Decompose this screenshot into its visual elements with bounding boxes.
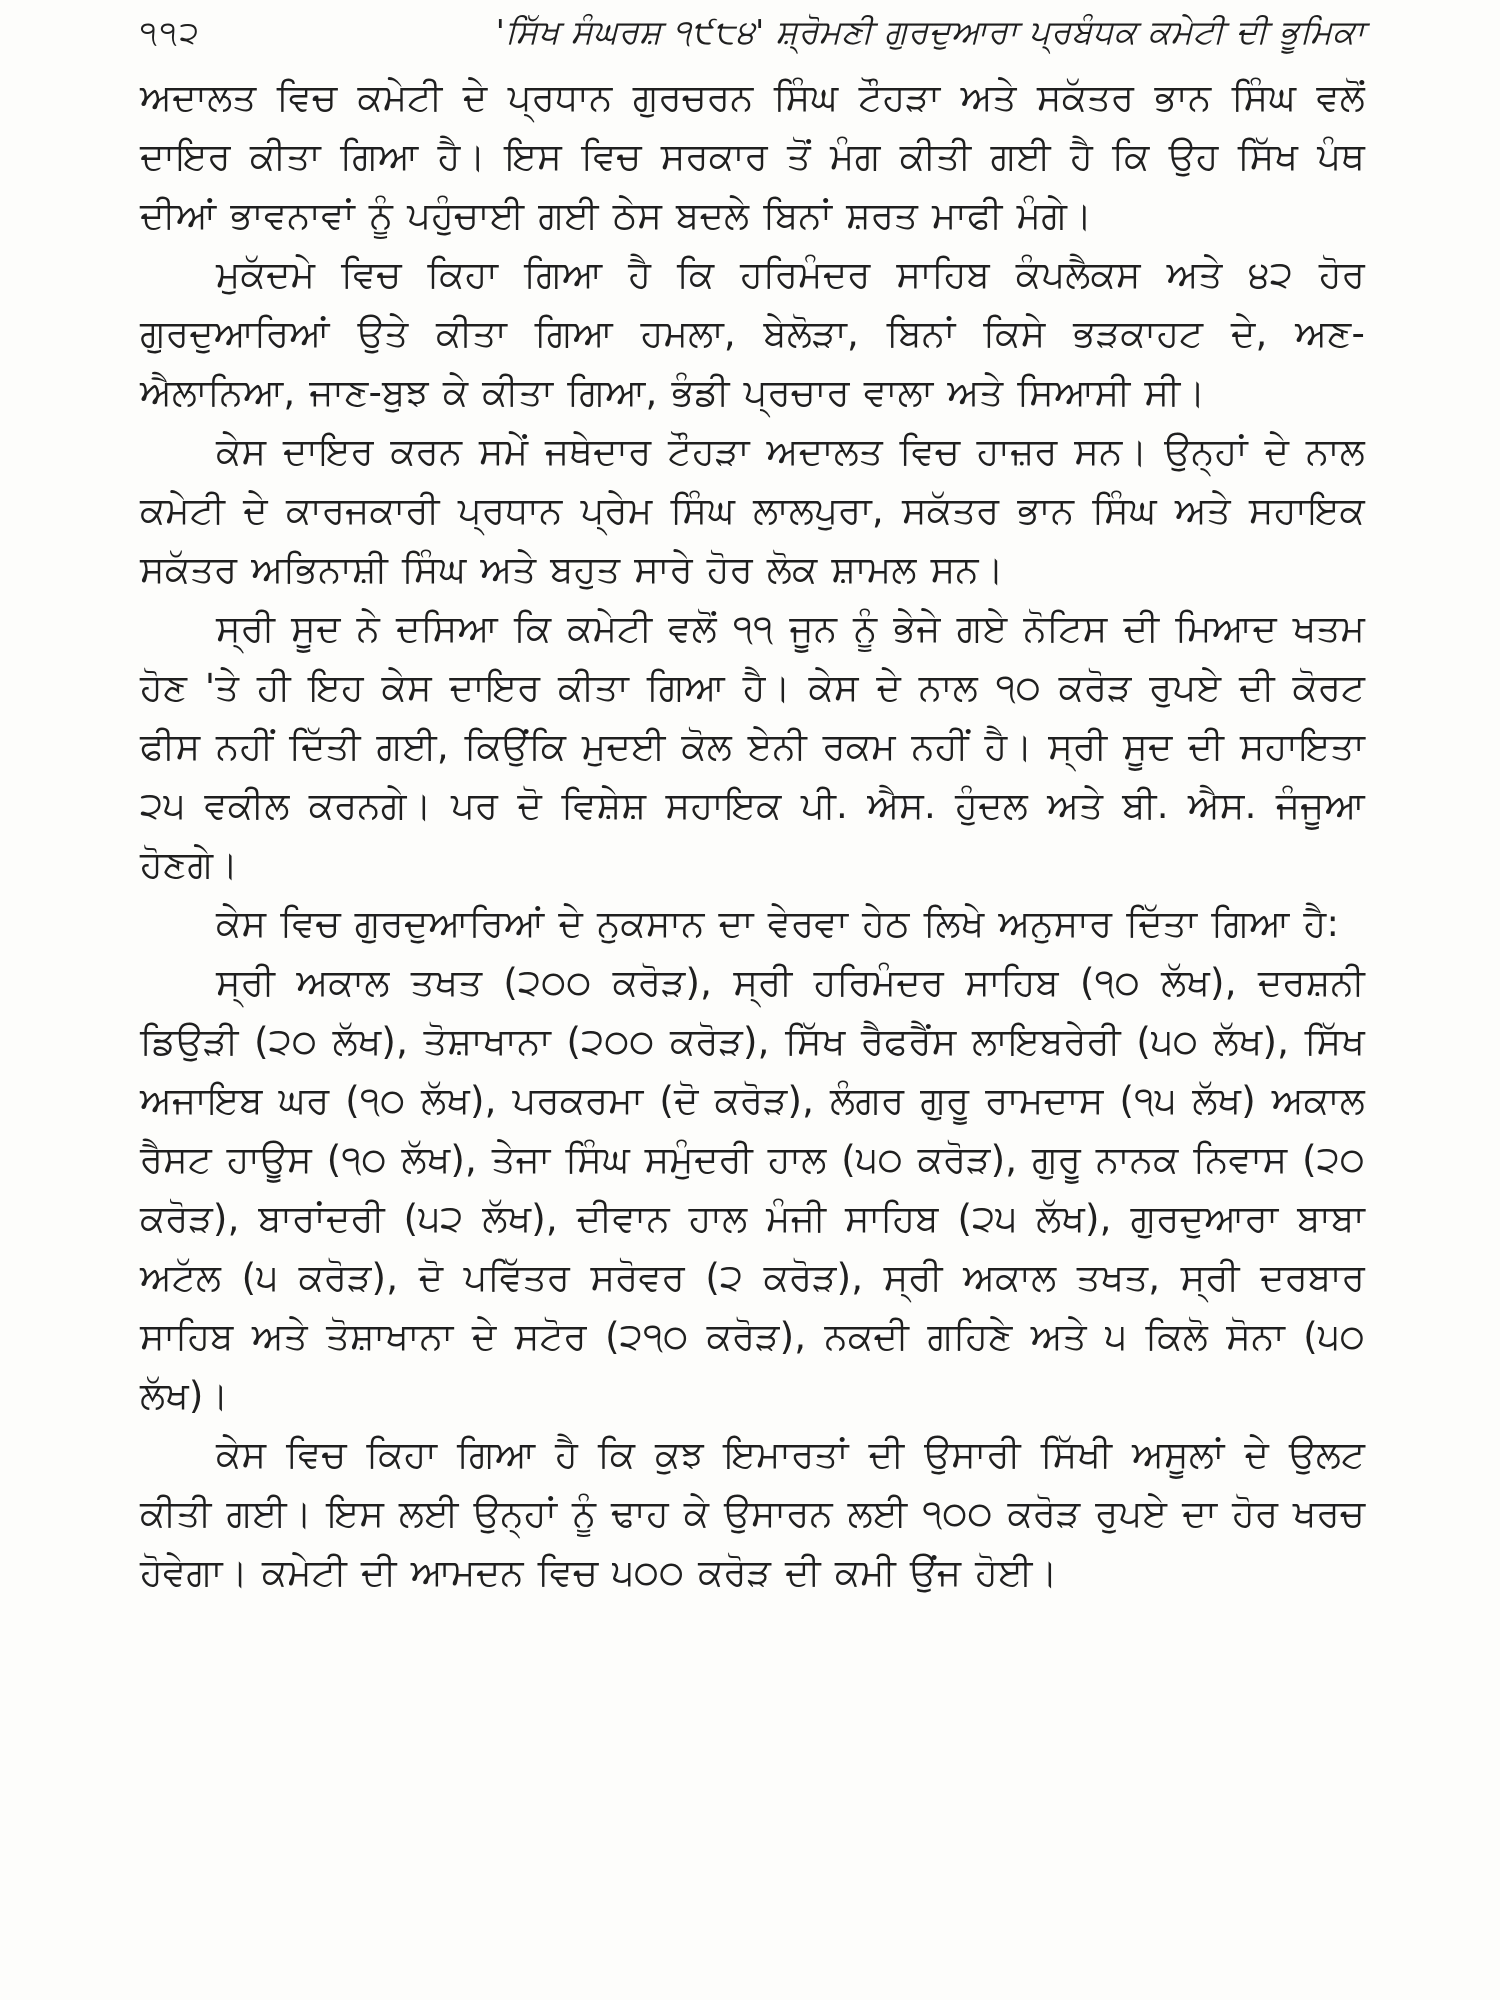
paragraph: ਕੇਸ ਵਿਚ ਗੁਰਦੁਆਰਿਆਂ ਦੇ ਨੁਕਸਾਨ ਦਾ ਵੇਰਵਾ ਹੇਠ ਲਿਖੇ ਅਨੁਸਾਰ ਦਿੱਤਾ ਗਿਆ ਹੈ: xyxy=(216,902,1340,945)
running-title: 'ਸਿੱਖ ਸੰਘਰਸ਼ ੧੯੮੪' ਸ਼੍ਰੋਮਣੀ ਗੁਰਦੁਆਰਾ ਪ੍ਰਬੰਧਕ ਕਮੇਟੀ ਦੀ ਭੂਮਿਕਾ xyxy=(495,12,1365,51)
page-number: ੧੧੨ xyxy=(140,15,202,51)
page-body xyxy=(140,68,1365,1602)
paragraph: ਸ੍ਰੀ ਅਕਾਲ ਤਖਤ (੨੦੦ ਕਰੋੜ), ਸ੍ਰੀ ਹਰਿਮੰਦਰ ਸਾਹਿਬ (੧੦ ਲੱਖ), ਦਰਸ਼ਨੀ ਡਿਉੜੀ (੨੦ ਲੱਖ), ਤੋਸ਼ਾਖਾਨਾ (੨੦੦ ਕਰੋੜ), ਸਿੱਖ ਰੈਫਰੈਂਸ ਲਾਇਬਰੇਰੀ (੫੦ ਲੱਖ), ਸਿੱਖ ਅਜਾਇਬ ਘਰ (੧੦ ਲੱਖ), ਪਰਕਰਮਾ (ਦੋ ਕਰੋੜ), ਲੰਗਰ ਗੁਰੂ ਰਾਮਦਾਸ (੧੫ ਲੱਖ) ਅਕਾਲ ਰੈਸਟ ਹਾਊਸ (੧੦ ਲੱਖ), ਤੇਜਾ ਸਿੰਘ ਸਮੁੰਦਰੀ ਹਾਲ (੫੦ ਕਰੋੜ), ਗੁਰੂ ਨਾਨਕ ਨਿਵਾਸ (੨੦ ਕਰੋੜ), ਬਾਰਾਂਦਰੀ (੫੨ ਲੱਖ), ਦੀਵਾਨ ਹਾਲ ਮੰਜੀ ਸਾਹਿਬ (੨੫ ਲੱਖ), ਗੁਰਦੁਆਰਾ ਬਾਬਾ ਅਟੱਲ (੫ ਕਰੋੜ), ਦੋ ਪਵਿੱਤਰ ਸਰੋਵਰ (੨ ਕਰੋੜ), ਸ੍ਰੀ ਅਕਾਲ ਤਖਤ, ਸ੍ਰੀ ਦਰਬਾਰ ਸਾਹਿਬ ਅਤੇ ਤੋਸ਼ਾਖਾਨਾ ਦੇ ਸਟੋਰ (੨੧੦ ਕਰੋੜ), ਨਕਦੀ ਗਹਿਣੇ ਅਤੇ ੫ ਕਿਲੋ ਸੋਨਾ (੫੦ ਲੱਖ)। xyxy=(140,961,1365,1417)
paragraph: ਕੇਸ ਵਿਚ ਕਿਹਾ ਗਿਆ ਹੈ ਕਿ ਕੁਝ ਇਮਾਰਤਾਂ ਦੀ ਉਸਾਰੀ ਸਿੱਖੀ ਅਸੂਲਾਂ ਦੇ ਉਲਟ ਕੀਤੀ ਗਈ। ਇਸ ਲਈ ਉਨ੍ਹਾਂ ਨੂੰ ਢਾਹ ਕੇ ਉਸਾਰਨ ਲਈ ੧੦੦ ਕਰੋੜ ਰੁਪਏ ਦਾ ਹੋਰ ਖਰਚ ਹੋਵੇਗਾ। ਕਮੇਟੀ ਦੀ ਆਮਦਨ ਵਿਚ ੫੦੦ ਕਰੋੜ ਦੀ ਕਮੀ ਉਂਜ ਹੋਈ। xyxy=(140,1433,1365,1594)
paragraph: ਕੇਸ ਦਾਇਰ ਕਰਨ ਸਮੇਂ ਜਥੇਦਾਰ ਟੌਹੜਾ ਅਦਾਲਤ ਵਿਚ ਹਾਜ਼ਰ ਸਨ। ਉਨ੍ਹਾਂ ਦੇ ਨਾਲ ਕਮੇਟੀ ਦੇ ਕਾਰਜਕਾਰੀ ਪ੍ਰਧਾਨ ਪ੍ਰੇਮ ਸਿੰਘ ਲਾਲਪੁਰਾ, ਸਕੱਤਰ ਭਾਨ ਸਿੰਘ ਅਤੇ ਸਹਾਇਕ ਸਕੱਤਰ ਅਭਿਨਾਸ਼ੀ ਸਿੰਘ ਅਤੇ ਬਹੁਤ ਸਾਰੇ ਹੋਰ ਲੋਕ ਸ਼ਾਮਲ ਸਨ। xyxy=(140,430,1365,591)
paragraph: ਅਦਾਲਤ ਵਿਚ ਕਮੇਟੀ ਦੇ ਪ੍ਰਧਾਨ ਗੁਰਚਰਨ ਸਿੰਘ ਟੌਹੜਾ ਅਤੇ ਸਕੱਤਰ ਭਾਨ ਸਿੰਘ ਵਲੋਂ ਦਾਇਰ ਕੀਤਾ ਗਿਆ ਹੈ। ਇਸ ਵਿਚ ਸਰਕਾਰ ਤੋਂ ਮੰਗ ਕੀਤੀ ਗਈ ਹੈ ਕਿ ਉਹ ਸਿੱਖ ਪੰਥ ਦੀਆਂ ਭਾਵਨਾਵਾਂ ਨੂੰ ਪਹੁੰਚਾਈ ਗਈ ਠੇਸ ਬਦਲੇ ਬਿਨਾਂ ਸ਼ਰਤ ਮਾਫੀ ਮੰਗੇ। xyxy=(140,76,1365,237)
paragraph: ਸ੍ਰੀ ਸੂਦ ਨੇ ਦਸਿਆ ਕਿ ਕਮੇਟੀ ਵਲੋਂ ੧੧ ਜੂਨ ਨੂੰ ਭੇਜੇ ਗਏ ਨੋਟਿਸ ਦੀ ਮਿਆਦ ਖਤਮ ਹੋਣ 'ਤੇ ਹੀ ਇਹ ਕੇਸ ਦਾਇਰ ਕੀਤਾ ਗਿਆ ਹੈ। ਕੇਸ ਦੇ ਨਾਲ ੧੦ ਕਰੋੜ ਰੁਪਏ ਦੀ ਕੋਰਟ ਫੀਸ ਨਹੀਂ ਦਿੱਤੀ ਗਈ, ਕਿਉਂਕਿ ਮੁਦਈ ਕੋਲ ਏਨੀ ਰਕਮ ਨਹੀਂ ਹੈ। ਸ੍ਰੀ ਸੂਦ ਦੀ ਸਹਾਇਤਾ ੨੫ ਵਕੀਲ ਕਰਨਗੇ। ਪਰ ਦੋ ਵਿਸ਼ੇਸ਼ ਸਹਾਇਕ ਪੀ. ਐਸ. ਹੁੰਦਲ ਅਤੇ ਬੀ. ਐਸ. ਜੰਜੂਆ ਹੋਣਗੇ। xyxy=(140,607,1365,886)
paragraph: ਮੁਕੱਦਮੇ ਵਿਚ ਕਿਹਾ ਗਿਆ ਹੈ ਕਿ ਹਰਿਮੰਦਰ ਸਾਹਿਬ ਕੰਪਲੈਕਸ ਅਤੇ ੪੨ ਹੋਰ ਗੁਰਦੁਆਰਿਆਂ ਉਤੇ ਕੀਤਾ ਗਿਆ ਹਮਲਾ, ਬੇਲੋੜਾ, ਬਿਨਾਂ ਕਿਸੇ ਭੜਕਾਹਟ ਦੇ, ਅਣ-ਐਲਾਨਿਆ, ਜਾਣ-ਬੁਝ ਕੇ ਕੀਤਾ ਗਿਆ, ਭੰਡੀ ਪ੍ਰਚਾਰ ਵਾਲਾ ਅਤੇ ਸਿਆਸੀ ਸੀ। xyxy=(140,253,1365,414)
page-header xyxy=(140,12,1365,52)
